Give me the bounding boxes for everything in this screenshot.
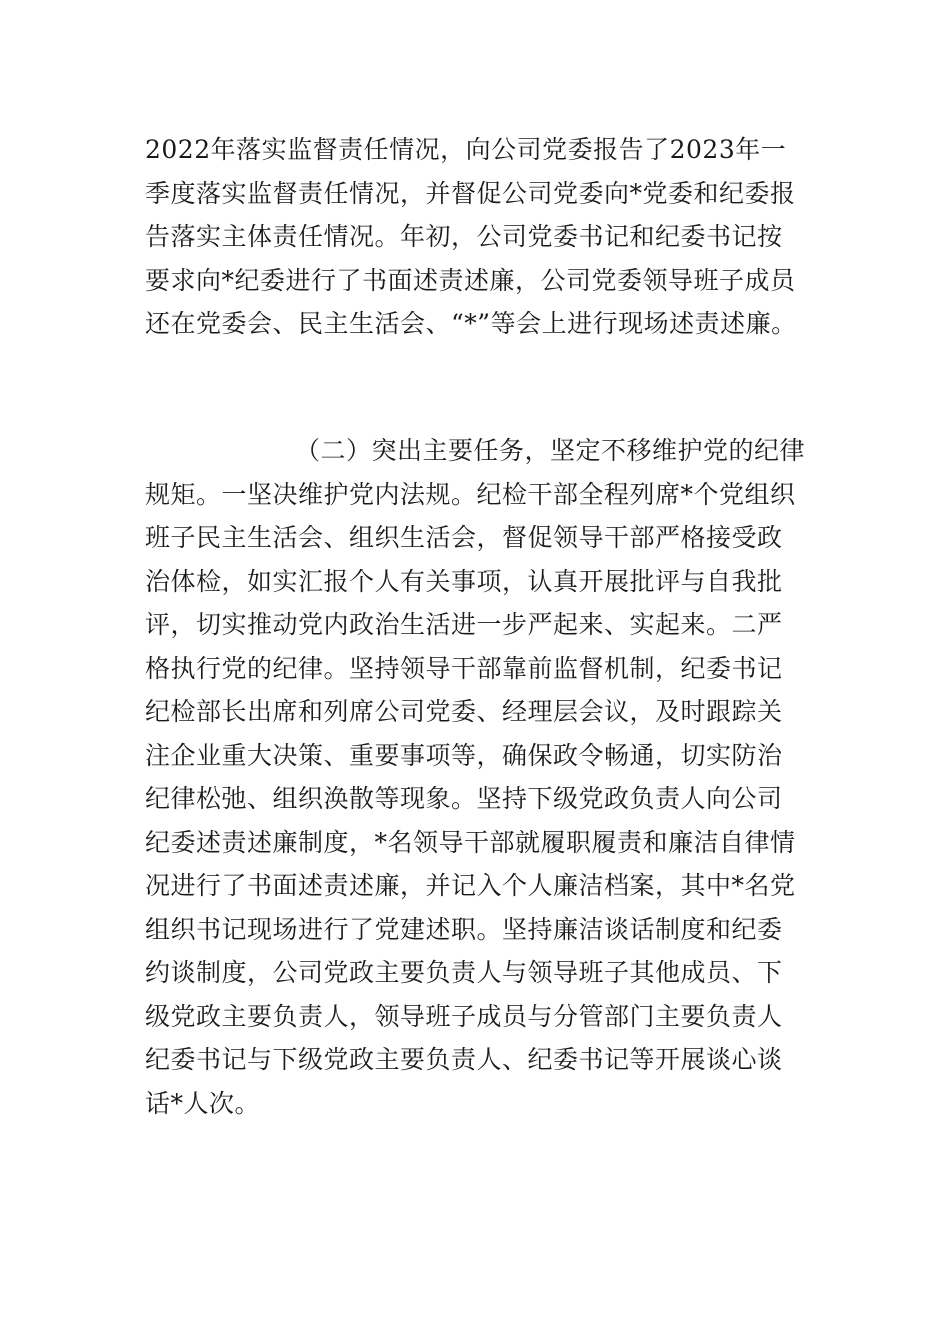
text-line: 况进行了书面述责述廉，并记入个人廉洁档案，其中*名党 — [145, 871, 796, 900]
text-line: 纪委书记与下级党政主要负责人、纪委书记等开展谈心谈 — [145, 1045, 783, 1074]
text-line: 班子民主生活会、组织生活会，督促领导干部严格接受政 — [145, 523, 783, 552]
text-line: 告落实主体责任情况。年初，公司党委书记和纪委书记按 — [145, 222, 783, 251]
text-line: 纪检部长出席和列席公司党委、经理层会议，及时跟踪关 — [145, 697, 783, 726]
text-line: 组织书记现场进行了党建述职。坚持廉洁谈话制度和纪委 — [145, 914, 783, 944]
paragraph-supervision-report — [145, 128, 825, 346]
section-heading-line: （二）突出主要任务，坚定不移维护党的纪律 — [295, 436, 806, 465]
text-line: 话*人次。 — [145, 1088, 261, 1118]
text-line: 注企业重大决策、重要事项等，确保政令畅通，切实防治 — [145, 740, 783, 770]
text-line: 治体检，如实汇报个人有关事项，认真开展批评与自我批 — [145, 566, 783, 596]
text-line: 纪律松弛、组织涣散等现象。坚持下级党政负责人向公司 — [145, 784, 783, 813]
text-line: 纪委述责述廉制度，*名领导干部就履职履责和廉洁自律情 — [145, 827, 796, 857]
text-line: 还在党委会、民主生活会、“*”等会上进行现场述责述廉。 — [145, 309, 797, 338]
text-line: 评，切实推动党内政治生活进一步严起来、实起来。二严 — [145, 610, 783, 639]
text-line: 要求向*纪委进行了书面述责述廉，公司党委领导班子成员 — [145, 265, 796, 295]
text-line: 约谈制度，公司党政主要负责人与领导班子其他成员、下 — [145, 958, 783, 987]
paragraph-party-discipline — [145, 429, 825, 1125]
text-line: 季度落实监督责任情况，并督促公司党委向*党委和纪委报 — [145, 178, 796, 208]
text-line: 2022年落实监督责任情况，向公司党委报告了2023年一 — [145, 135, 787, 164]
text-line: 规矩。一坚决维护党内法规。纪检干部全程列席*个党组织 — [145, 479, 796, 509]
text-line: 格执行党的纪律。坚持领导干部靠前监督机制，纪委书记 — [145, 653, 783, 683]
text-line: 级党政主要负责人，领导班子成员与分管部门主要负责人 — [145, 1001, 783, 1031]
